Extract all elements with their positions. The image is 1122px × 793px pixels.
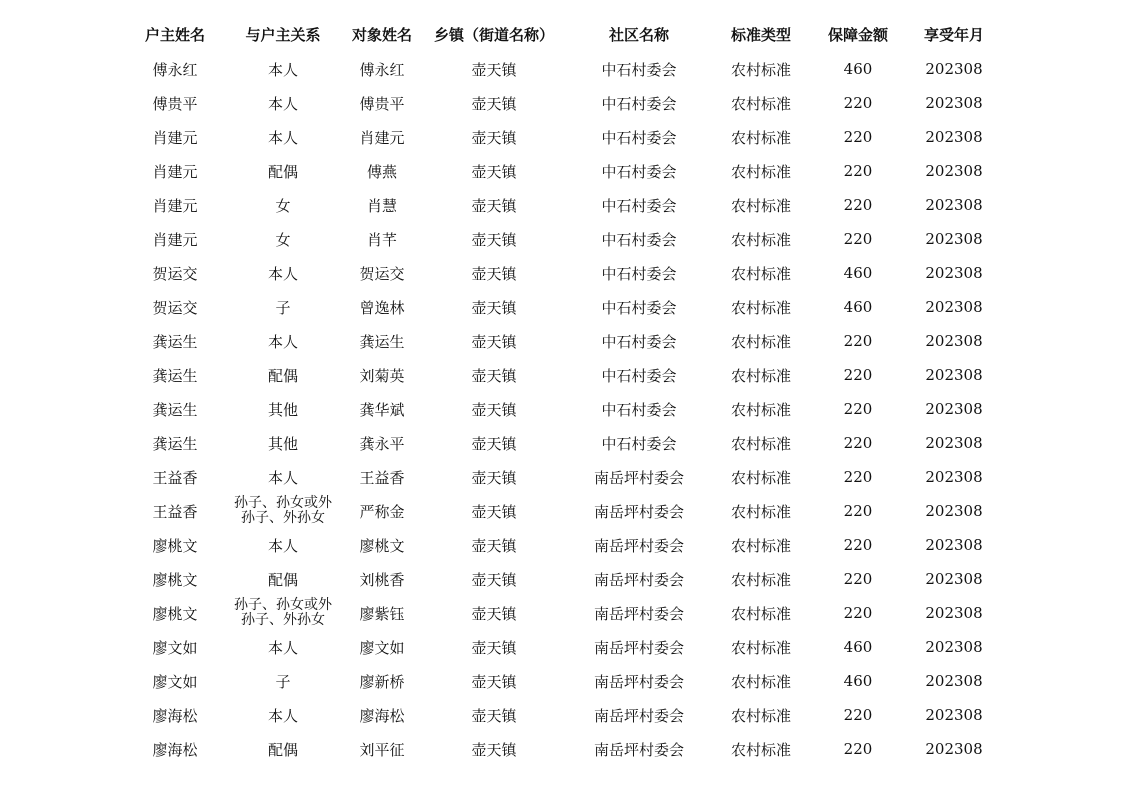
town-cell: 壶天镇 bbox=[471, 162, 517, 181]
standard-type-cell: 农村标准 bbox=[730, 468, 791, 487]
town-cell: 壶天镇 bbox=[471, 570, 517, 589]
month-cell: 202308 bbox=[925, 468, 983, 486]
town-cell: 壶天镇 bbox=[471, 502, 517, 521]
recipient-name-cell: 傅永红 bbox=[359, 60, 405, 79]
relation-cell: 配偶 bbox=[267, 162, 298, 181]
household-head-cell: 贺运交 bbox=[152, 264, 198, 283]
amount-cell: 220 bbox=[843, 604, 873, 622]
table-row bbox=[120, 460, 996, 494]
month-cell: 202308 bbox=[925, 230, 983, 248]
recipient-name-cell: 廖海松 bbox=[359, 706, 405, 725]
community-cell: 南岳坪村委会 bbox=[593, 536, 684, 555]
month-cell: 202308 bbox=[925, 434, 983, 452]
relation-cell: 本人 bbox=[267, 468, 298, 487]
month-cell: 202308 bbox=[925, 162, 983, 180]
recipient-name-cell: 廖文如 bbox=[359, 638, 405, 657]
community-cell: 中石村委会 bbox=[601, 400, 677, 419]
amount-cell: 220 bbox=[843, 196, 873, 214]
household-head-cell: 龚运生 bbox=[152, 434, 198, 453]
month-cell: 202308 bbox=[925, 366, 983, 384]
town-cell: 壶天镇 bbox=[471, 400, 517, 419]
table-row bbox=[120, 528, 996, 562]
month-cell: 202308 bbox=[925, 332, 983, 350]
recipient-name-cell: 王益香 bbox=[359, 468, 405, 487]
recipient-name-cell: 傅燕 bbox=[366, 162, 397, 181]
recipient-name-cell: 曾逸林 bbox=[359, 298, 405, 317]
relation-cell: 配偶 bbox=[267, 570, 298, 589]
relation-cell: 本人 bbox=[267, 128, 298, 147]
table-row bbox=[120, 630, 996, 664]
table-row bbox=[120, 664, 996, 698]
relation-cell: 本人 bbox=[267, 638, 298, 657]
relation-cell: 其他 bbox=[267, 400, 298, 419]
month-cell: 202308 bbox=[925, 298, 983, 316]
community-cell: 南岳坪村委会 bbox=[593, 706, 684, 725]
recipient-name-cell: 严称金 bbox=[359, 502, 405, 521]
household-head-cell: 廖海松 bbox=[152, 740, 198, 759]
column-header-community: 社区名称 bbox=[608, 25, 669, 44]
standard-type-cell: 农村标准 bbox=[730, 366, 791, 385]
town-cell: 壶天镇 bbox=[471, 740, 517, 759]
relation-cell: 孙子、孙女或外孙子、外孙女 bbox=[234, 495, 332, 526]
household-head-cell: 肖建元 bbox=[152, 128, 198, 147]
relation-cell: 本人 bbox=[267, 706, 298, 725]
recipient-name-cell: 肖慧 bbox=[366, 196, 397, 215]
month-cell: 202308 bbox=[925, 502, 983, 520]
table-row bbox=[120, 426, 996, 460]
household-head-cell: 王益香 bbox=[152, 502, 198, 521]
standard-type-cell: 农村标准 bbox=[730, 162, 791, 181]
community-cell: 南岳坪村委会 bbox=[593, 672, 684, 691]
amount-cell: 220 bbox=[843, 332, 873, 350]
table-row bbox=[120, 392, 996, 426]
amount-cell: 220 bbox=[843, 740, 873, 758]
town-cell: 壶天镇 bbox=[471, 298, 517, 317]
amount-cell: 460 bbox=[843, 638, 873, 656]
standard-type-cell: 农村标准 bbox=[730, 638, 791, 657]
table-row bbox=[120, 188, 996, 222]
table-row bbox=[120, 596, 996, 630]
recipient-name-cell: 廖新桥 bbox=[359, 672, 405, 691]
month-cell: 202308 bbox=[925, 264, 983, 282]
month-cell: 202308 bbox=[925, 638, 983, 656]
month-cell: 202308 bbox=[925, 740, 983, 758]
town-cell: 壶天镇 bbox=[471, 672, 517, 691]
amount-cell: 220 bbox=[843, 400, 873, 418]
column-header-relation: 与户主关系 bbox=[245, 25, 321, 44]
household-head-cell: 肖建元 bbox=[152, 230, 198, 249]
table-row bbox=[120, 732, 996, 766]
standard-type-cell: 农村标准 bbox=[730, 94, 791, 113]
community-cell: 中石村委会 bbox=[601, 128, 677, 147]
standard-type-cell: 农村标准 bbox=[730, 128, 791, 147]
household-head-cell: 廖文如 bbox=[152, 638, 198, 657]
relation-cell: 本人 bbox=[267, 264, 298, 283]
amount-cell: 220 bbox=[843, 536, 873, 554]
household-head-cell: 廖文如 bbox=[152, 672, 198, 691]
recipient-name-cell: 傅贵平 bbox=[359, 94, 405, 113]
relation-cell: 配偶 bbox=[267, 366, 298, 385]
amount-cell: 220 bbox=[843, 128, 873, 146]
community-cell: 南岳坪村委会 bbox=[593, 570, 684, 589]
household-head-cell: 廖桃文 bbox=[152, 536, 198, 555]
column-header-town: 乡镇（街道名称） bbox=[433, 25, 554, 44]
community-cell: 南岳坪村委会 bbox=[593, 604, 684, 623]
relation-cell: 子 bbox=[275, 672, 291, 691]
household-head-cell: 廖桃文 bbox=[152, 604, 198, 623]
town-cell: 壶天镇 bbox=[471, 230, 517, 249]
household-head-cell: 廖桃文 bbox=[152, 570, 198, 589]
recipient-name-cell: 刘平征 bbox=[359, 740, 405, 759]
standard-type-cell: 农村标准 bbox=[730, 570, 791, 589]
community-cell: 中石村委会 bbox=[601, 94, 677, 113]
standard-type-cell: 农村标准 bbox=[730, 740, 791, 759]
community-cell: 中石村委会 bbox=[601, 298, 677, 317]
town-cell: 壶天镇 bbox=[471, 434, 517, 453]
community-cell: 南岳坪村委会 bbox=[593, 638, 684, 657]
standard-type-cell: 农村标准 bbox=[730, 536, 791, 555]
table-row bbox=[120, 222, 996, 256]
relation-cell: 其他 bbox=[267, 434, 298, 453]
community-cell: 中石村委会 bbox=[601, 196, 677, 215]
household-head-cell: 肖建元 bbox=[152, 196, 198, 215]
table-row bbox=[120, 290, 996, 324]
amount-cell: 220 bbox=[843, 162, 873, 180]
month-cell: 202308 bbox=[925, 672, 983, 690]
community-cell: 中石村委会 bbox=[601, 230, 677, 249]
amount-cell: 220 bbox=[843, 366, 873, 384]
standard-type-cell: 农村标准 bbox=[730, 196, 791, 215]
standard-type-cell: 农村标准 bbox=[730, 60, 791, 79]
town-cell: 壶天镇 bbox=[471, 468, 517, 487]
recipient-name-cell: 龚运生 bbox=[359, 332, 405, 351]
relation-cell: 本人 bbox=[267, 60, 298, 79]
town-cell: 壶天镇 bbox=[471, 60, 517, 79]
amount-cell: 460 bbox=[843, 672, 873, 690]
header-row bbox=[120, 16, 996, 52]
community-cell: 中石村委会 bbox=[601, 332, 677, 351]
relation-cell: 孙子、孙女或外孙子、外孙女 bbox=[234, 597, 332, 628]
standard-type-cell: 农村标准 bbox=[730, 604, 791, 623]
amount-cell: 220 bbox=[843, 434, 873, 452]
column-header-standard-type: 标准类型 bbox=[730, 25, 791, 44]
table-row bbox=[120, 86, 996, 120]
standard-type-cell: 农村标准 bbox=[730, 502, 791, 521]
month-cell: 202308 bbox=[925, 604, 983, 622]
community-cell: 南岳坪村委会 bbox=[593, 468, 684, 487]
column-header-amount: 保障金额 bbox=[827, 25, 888, 44]
table-row bbox=[120, 52, 996, 86]
household-head-cell: 廖海松 bbox=[152, 706, 198, 725]
household-head-cell: 王益香 bbox=[152, 468, 198, 487]
column-header-household-head: 户主姓名 bbox=[144, 25, 205, 44]
month-cell: 202308 bbox=[925, 60, 983, 78]
town-cell: 壶天镇 bbox=[471, 94, 517, 113]
recipient-name-cell: 肖芊 bbox=[366, 230, 397, 249]
town-cell: 壶天镇 bbox=[471, 128, 517, 147]
month-cell: 202308 bbox=[925, 94, 983, 112]
household-head-cell: 龚运生 bbox=[152, 332, 198, 351]
recipient-name-cell: 龚华斌 bbox=[359, 400, 405, 419]
community-cell: 中石村委会 bbox=[601, 162, 677, 181]
community-cell: 南岳坪村委会 bbox=[593, 502, 684, 521]
relation-cell: 本人 bbox=[267, 332, 298, 351]
amount-cell: 220 bbox=[843, 468, 873, 486]
table-row bbox=[120, 358, 996, 392]
table-row bbox=[120, 562, 996, 596]
month-cell: 202308 bbox=[925, 128, 983, 146]
recipient-name-cell: 刘桃香 bbox=[359, 570, 405, 589]
household-head-cell: 傅贵平 bbox=[152, 94, 198, 113]
table-row bbox=[120, 324, 996, 358]
month-cell: 202308 bbox=[925, 706, 983, 724]
community-cell: 中石村委会 bbox=[601, 264, 677, 283]
relation-cell: 配偶 bbox=[267, 740, 298, 759]
month-cell: 202308 bbox=[925, 570, 983, 588]
recipient-name-cell: 龚永平 bbox=[359, 434, 405, 453]
recipient-name-cell: 廖桃文 bbox=[359, 536, 405, 555]
relation-cell: 女 bbox=[275, 230, 291, 249]
table-row bbox=[120, 120, 996, 154]
standard-type-cell: 农村标准 bbox=[730, 706, 791, 725]
month-cell: 202308 bbox=[925, 400, 983, 418]
town-cell: 壶天镇 bbox=[471, 638, 517, 657]
town-cell: 壶天镇 bbox=[471, 706, 517, 725]
community-cell: 南岳坪村委会 bbox=[593, 740, 684, 759]
household-head-cell: 肖建元 bbox=[152, 162, 198, 181]
standard-type-cell: 农村标准 bbox=[730, 332, 791, 351]
amount-cell: 220 bbox=[843, 570, 873, 588]
assistance-roster-table bbox=[120, 16, 996, 766]
household-head-cell: 龚运生 bbox=[152, 366, 198, 385]
column-header-recipient-name: 对象姓名 bbox=[351, 25, 412, 44]
table-row bbox=[120, 494, 996, 528]
relation-cell: 女 bbox=[275, 196, 291, 215]
recipient-name-cell: 刘菊英 bbox=[359, 366, 405, 385]
town-cell: 壶天镇 bbox=[471, 536, 517, 555]
household-head-cell: 傅永红 bbox=[152, 60, 198, 79]
recipient-name-cell: 廖紫钰 bbox=[359, 604, 405, 623]
community-cell: 中石村委会 bbox=[601, 434, 677, 453]
recipient-name-cell: 贺运交 bbox=[359, 264, 405, 283]
community-cell: 中石村委会 bbox=[601, 366, 677, 385]
household-head-cell: 贺运交 bbox=[152, 298, 198, 317]
amount-cell: 220 bbox=[843, 502, 873, 520]
standard-type-cell: 农村标准 bbox=[730, 264, 791, 283]
relation-cell: 本人 bbox=[267, 536, 298, 555]
standard-type-cell: 农村标准 bbox=[730, 400, 791, 419]
recipient-name-cell: 肖建元 bbox=[359, 128, 405, 147]
amount-cell: 220 bbox=[843, 230, 873, 248]
table-row bbox=[120, 256, 996, 290]
column-header-month: 享受年月 bbox=[923, 25, 984, 44]
amount-cell: 460 bbox=[843, 60, 873, 78]
standard-type-cell: 农村标准 bbox=[730, 298, 791, 317]
town-cell: 壶天镇 bbox=[471, 332, 517, 351]
amount-cell: 460 bbox=[843, 264, 873, 282]
standard-type-cell: 农村标准 bbox=[730, 672, 791, 691]
amount-cell: 220 bbox=[843, 706, 873, 724]
relation-cell: 子 bbox=[275, 298, 291, 317]
table-row bbox=[120, 698, 996, 732]
month-cell: 202308 bbox=[925, 196, 983, 214]
town-cell: 壶天镇 bbox=[471, 264, 517, 283]
town-cell: 壶天镇 bbox=[471, 366, 517, 385]
month-cell: 202308 bbox=[925, 536, 983, 554]
amount-cell: 460 bbox=[843, 298, 873, 316]
table-row bbox=[120, 154, 996, 188]
relation-cell: 本人 bbox=[267, 94, 298, 113]
standard-type-cell: 农村标准 bbox=[730, 434, 791, 453]
standard-type-cell: 农村标准 bbox=[730, 230, 791, 249]
town-cell: 壶天镇 bbox=[471, 196, 517, 215]
household-head-cell: 龚运生 bbox=[152, 400, 198, 419]
town-cell: 壶天镇 bbox=[471, 604, 517, 623]
community-cell: 中石村委会 bbox=[601, 60, 677, 79]
amount-cell: 220 bbox=[843, 94, 873, 112]
